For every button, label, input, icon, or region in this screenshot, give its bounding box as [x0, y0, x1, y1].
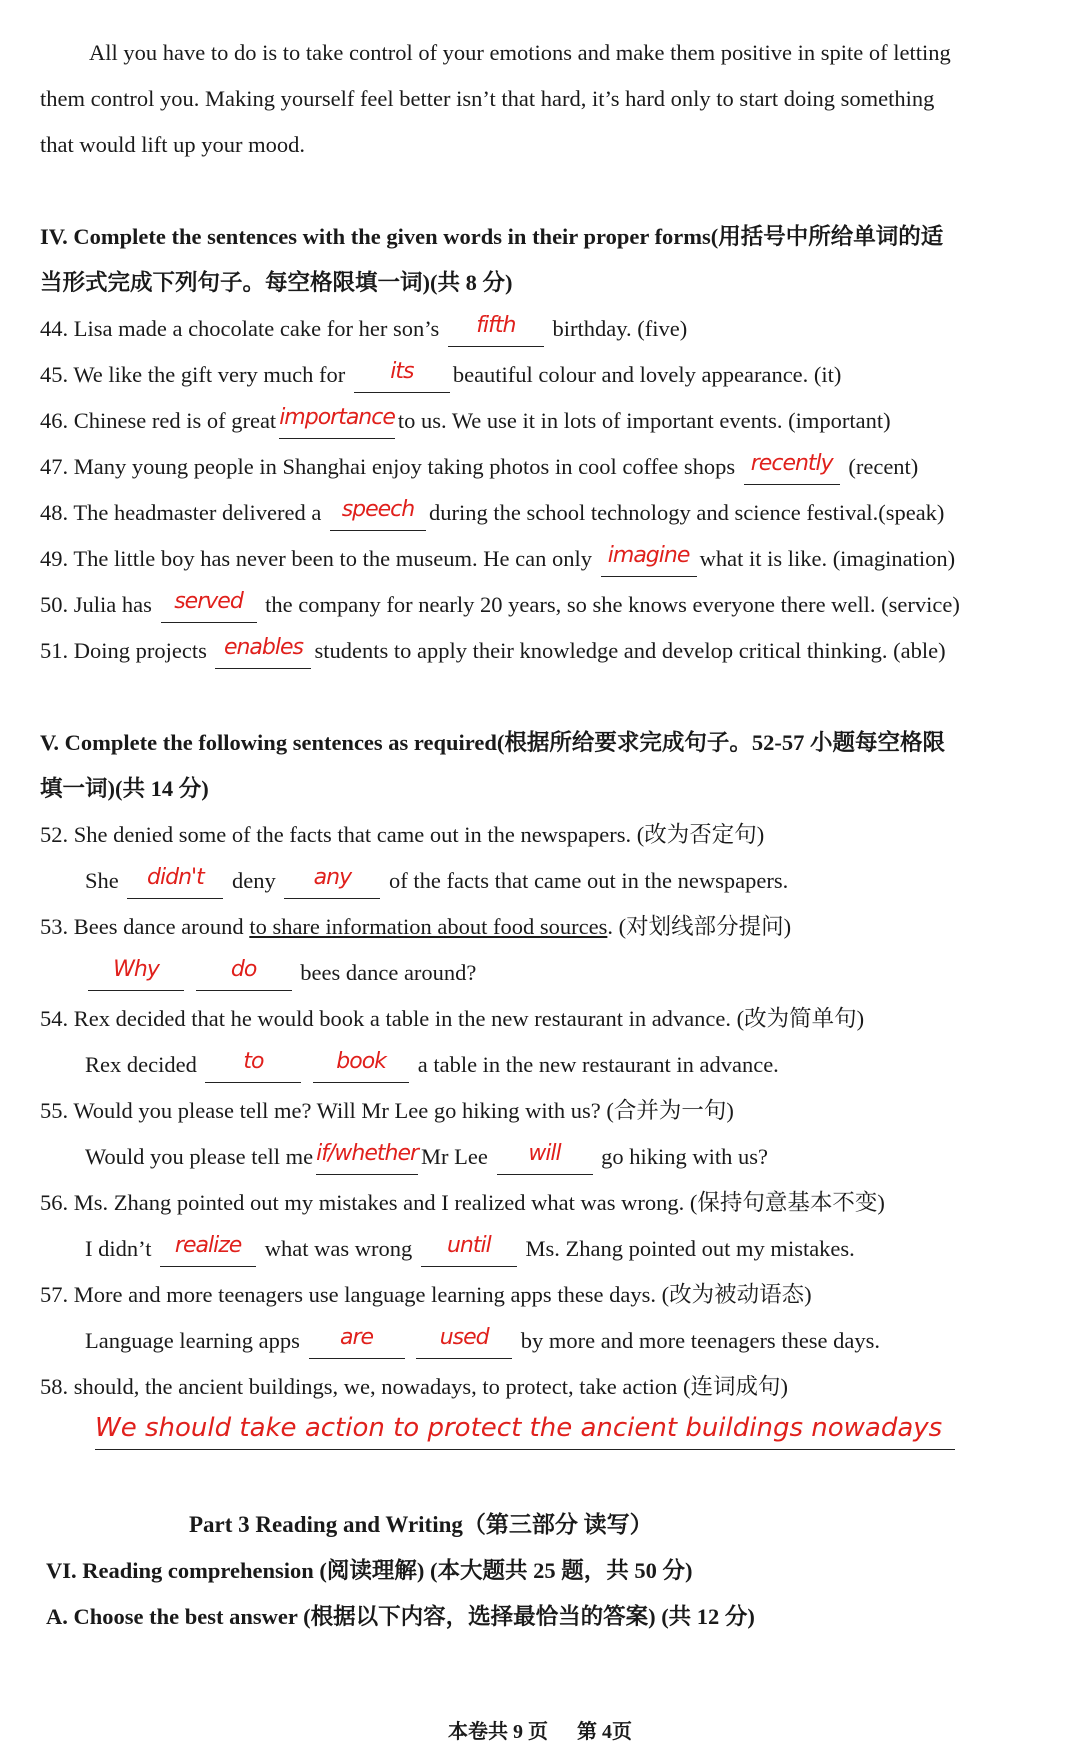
question-line	[0, 1088, 1080, 1134]
part-line	[0, 1502, 1080, 1548]
question-line	[0, 996, 1080, 1042]
heading-line	[0, 260, 1080, 306]
handwritten-answer: importance	[279, 405, 395, 430]
spacer	[0, 168, 1080, 214]
handwritten-answer: fifth	[476, 313, 516, 338]
handwritten-answer: used	[439, 1325, 489, 1350]
text: by more and more teenagers these days.	[515, 1328, 881, 1353]
text: All you have to do is to take control of your emotions and make them positive in spite of letting	[89, 40, 951, 65]
answer-blank[interactable]	[497, 1141, 593, 1175]
question-line	[0, 352, 1080, 398]
subhead-line	[0, 1594, 1080, 1640]
answer-blank[interactable]	[330, 497, 426, 531]
text: what was wrong	[259, 1236, 418, 1261]
text: 当形式完成下列句子。每空格限填一词)(共 8 分)	[40, 270, 513, 295]
text: I didn’t	[85, 1236, 158, 1261]
text: (recent)	[842, 454, 919, 479]
answer-blank[interactable]	[416, 1325, 512, 1359]
text: VI. Reading comprehension (阅读理解) (本大题共 25 题，共 50 分)	[46, 1558, 693, 1583]
answer-blank[interactable]	[215, 635, 311, 669]
paragraph-first-line	[0, 30, 1080, 76]
text: the company for nearly 20 years, so she knows everyone there well. (service)	[259, 592, 960, 617]
answer-blank[interactable]	[127, 865, 223, 899]
heading-line	[0, 214, 1080, 260]
sub-line	[0, 1042, 1080, 1088]
handwritten-answer: will	[528, 1141, 561, 1166]
text: birthday. (five)	[546, 316, 688, 341]
handwritten-answer: if/whether	[316, 1141, 419, 1166]
text: A. Choose the best answer (根据以下内容，选择最恰当的答案) (共 12 分)	[46, 1604, 755, 1629]
text: what it is like. (imagination)	[699, 546, 956, 571]
spacer	[0, 674, 1080, 720]
question-line	[0, 1272, 1080, 1318]
handwritten-answer: speech	[341, 497, 415, 522]
text: beautiful colour and lovely appearance. (it)	[452, 362, 842, 387]
answer-blank[interactable]	[88, 957, 184, 991]
heading-line	[0, 766, 1080, 812]
answer-blank[interactable]	[205, 1049, 301, 1083]
question-line	[0, 536, 1080, 582]
handwritten-line	[0, 1410, 1080, 1456]
text: bees dance around?	[294, 960, 477, 985]
text	[304, 1052, 310, 1077]
text	[408, 1328, 414, 1353]
question-line	[0, 306, 1080, 352]
text: deny	[226, 868, 282, 893]
answer-blank[interactable]	[196, 957, 292, 991]
answer-blank[interactable]	[744, 451, 840, 485]
answer-blank[interactable]	[95, 1413, 955, 1450]
text: 47. Many young people in Shanghai enjoy taking photos in cool coffee shops	[40, 454, 741, 479]
subhead-line	[0, 1548, 1080, 1594]
text: that would lift up your mood.	[40, 132, 305, 157]
answer-blank[interactable]	[354, 359, 450, 393]
paragraph-line	[0, 76, 1080, 122]
text: them control you. Making yourself feel better isn’t that hard, it’s hard only to start doing something	[40, 86, 935, 111]
handwritten-answer: Why	[113, 957, 159, 982]
handwritten-answer: are	[340, 1325, 374, 1350]
handwritten-answer: served	[174, 589, 243, 614]
handwritten-answer: We should take action to protect the ancient buildings nowadays	[95, 1413, 943, 1443]
question-line	[0, 490, 1080, 536]
underlined-text: to share information about food sources	[249, 914, 608, 939]
text: . (对划线部分提问)	[607, 914, 792, 939]
text: 52. She denied some of the facts that came out in the newspapers. (改为否定句)	[40, 822, 765, 847]
handwritten-answer: to	[243, 1049, 264, 1074]
text: 46. Chinese red is of great	[40, 408, 277, 433]
text: Ms. Zhang pointed out my mistakes.	[519, 1236, 855, 1261]
question-line	[0, 1180, 1080, 1226]
text: 55. Would you please tell me? Will Mr Lee go hiking with us? (合并为一句)	[40, 1098, 734, 1123]
text: She	[85, 868, 125, 893]
question-line	[0, 398, 1080, 444]
text: Part 3 Reading and Writing（第三部分 读写）	[189, 1512, 653, 1537]
text: 填一词)(共 14 分)	[40, 776, 209, 801]
answer-blank[interactable]	[161, 589, 257, 623]
text: IV. Complete the sentences with the given words in their proper forms(用括号中所给单词的适	[40, 224, 944, 249]
question-line	[0, 812, 1080, 858]
handwritten-answer: do	[230, 957, 257, 982]
handwritten-answer: enables	[223, 635, 303, 660]
answer-blank[interactable]	[284, 865, 380, 899]
text: Language learning apps	[85, 1328, 306, 1353]
answer-blank[interactable]	[160, 1233, 256, 1267]
answer-blank[interactable]	[448, 313, 544, 347]
sub-line	[0, 858, 1080, 904]
sub-line	[0, 1318, 1080, 1364]
text: 54. Rex decided that he would book a table in the new restaurant in advance. (改为简单句)	[40, 1006, 865, 1031]
sub-line	[0, 1134, 1080, 1180]
text: to us. We use it in lots of important events. (important)	[397, 408, 891, 433]
text: during the school technology and science festival.(speak)	[428, 500, 945, 525]
page-footer	[0, 1715, 1080, 1744]
handwritten-answer: until	[446, 1233, 491, 1258]
answer-blank[interactable]	[309, 1325, 405, 1359]
text: students to apply their knowledge and develop critical thinking. (able)	[314, 638, 946, 663]
handwritten-answer: any	[313, 865, 352, 890]
answer-blank[interactable]	[279, 405, 395, 439]
question-line	[0, 628, 1080, 674]
text: 44. Lisa made a chocolate cake for her son’s	[40, 316, 445, 341]
answer-blank[interactable]	[601, 543, 697, 577]
text: 53. Bees dance around	[40, 914, 250, 939]
sub-line	[0, 1226, 1080, 1272]
paragraph-line	[0, 122, 1080, 168]
handwritten-answer: its	[390, 359, 414, 384]
answer-blank[interactable]	[421, 1233, 517, 1267]
text: Rex decided	[85, 1052, 203, 1077]
total-pages: 本卷共 9 页	[448, 1721, 548, 1743]
text: 48. The headmaster delivered a	[40, 500, 327, 525]
question-line	[0, 1364, 1080, 1410]
text: 57. More and more teenagers use language learning apps these days. (改为被动语态)	[40, 1282, 812, 1307]
text: go hiking with us?	[595, 1144, 768, 1169]
sub-line	[0, 950, 1080, 996]
text: 45. We like the gift very much for	[40, 362, 351, 387]
question-line	[0, 904, 1080, 950]
current-page: 第 4页	[577, 1721, 632, 1743]
answer-blank[interactable]	[316, 1141, 419, 1175]
text: 51. Doing projects	[40, 638, 213, 663]
text: 49. The little boy has never been to the museum. He can only	[40, 546, 598, 571]
text: V. Complete the following sentences as required(根据所给要求完成句子。52-57 小题每空格限	[40, 730, 945, 755]
handwritten-answer: imagine	[607, 543, 690, 568]
question-line	[0, 444, 1080, 490]
answer-blank[interactable]	[313, 1049, 409, 1083]
text: a table in the new restaurant in advance.	[412, 1052, 779, 1077]
handwritten-answer: book	[336, 1049, 386, 1074]
text: 58. should, the ancient buildings, we, nowadays, to protect, take action (连词成句)	[40, 1374, 788, 1399]
text: 50. Julia has	[40, 592, 158, 617]
heading-line	[0, 720, 1080, 766]
exam-page	[0, 30, 1080, 1640]
handwritten-answer: didn't	[147, 865, 204, 890]
text: 56. Ms. Zhang pointed out my mistakes and I realized what was wrong. (保持句意基本不变)	[40, 1190, 885, 1215]
text: Would you please tell me	[85, 1144, 314, 1169]
text: of the facts that came out in the newspapers.	[383, 868, 789, 893]
question-line	[0, 582, 1080, 628]
text: Mr Lee	[421, 1144, 494, 1169]
handwritten-answer: realize	[174, 1233, 242, 1258]
handwritten-answer: recently	[750, 451, 833, 476]
text	[187, 960, 193, 985]
